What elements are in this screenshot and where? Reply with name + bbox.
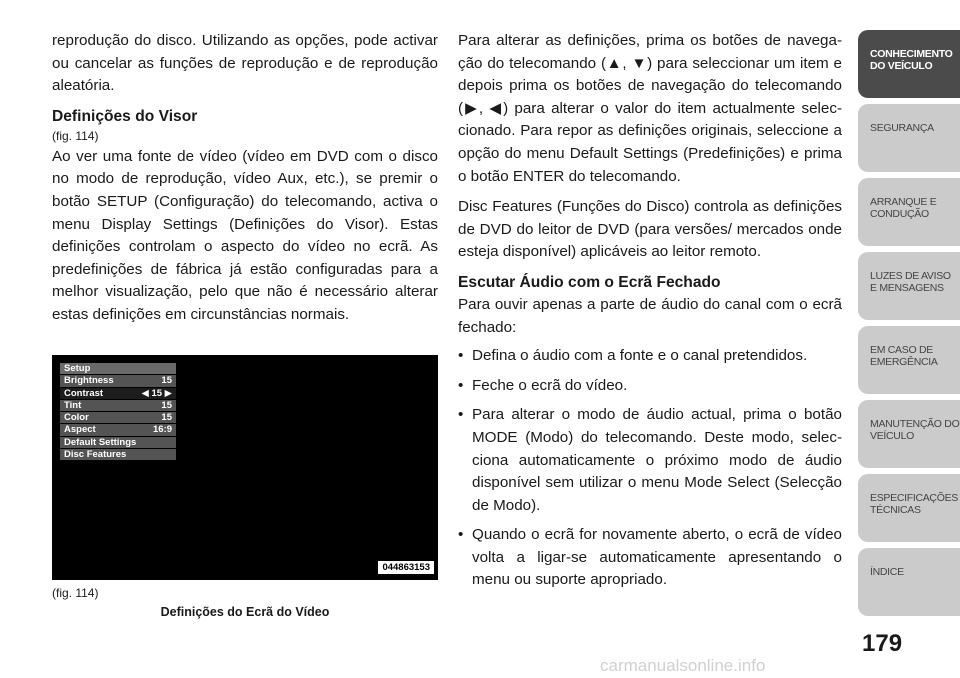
menu-row-color: Color 15 bbox=[60, 412, 176, 424]
list-item: • Defina o áudio com a fonte e o canal pretendidos. bbox=[458, 345, 842, 368]
figure-code: 044863153 bbox=[378, 561, 434, 574]
navigation-paragraph: Para alterar as definições, prima os botões de navegação do telecomando (▲, ▼) para seleccionar um item e depois prima os botões de navegação do telecomando (▶, ◀) para alterar o valor do item actualmente seleccionado. Para repor as definições originais, seleccione a opção do menu Default Settings (Predefinições) e prima o botão ENTER do telecomando. bbox=[458, 32, 842, 185]
figure-reference: (fig. 114) bbox=[52, 128, 99, 143]
intro-paragraph: reprodução do disco. Utilizando as opções, pode activar ou cancelar as funções de reprodução e de reprodução aleatória. bbox=[52, 32, 438, 95]
audio-steps-list bbox=[458, 345, 842, 592]
audio-intro-paragraph: Para ouvir apenas a parte de áudio do canal com o ecrã fechado: bbox=[458, 295, 842, 336]
tab-manutencao[interactable]: MANUTENÇÃO DO VEÍCULO bbox=[858, 400, 960, 468]
tab-indice[interactable]: ÍNDICE bbox=[858, 548, 960, 616]
tab-em-caso-de-emergencia[interactable]: EM CASO DE EMERGÊNCIA bbox=[858, 326, 960, 394]
left-column bbox=[52, 30, 438, 335]
setup-menu bbox=[60, 363, 176, 461]
menu-row-aspect: Aspect 16:9 bbox=[60, 424, 176, 436]
menu-title: Setup bbox=[60, 363, 176, 375]
figure-label: (fig. 114) bbox=[52, 586, 99, 600]
section-heading-audio: Escutar Áudio com o Ecrã Fechado bbox=[458, 273, 721, 291]
menu-row-tint: Tint 15 bbox=[60, 400, 176, 412]
list-item: • Feche o ecrã do vídeo. bbox=[458, 375, 842, 398]
tab-arranque-e-conducao[interactable]: ARRANQUE E CONDUÇÃO bbox=[858, 178, 960, 246]
tab-conhecimento-do-veiculo[interactable]: CONHECIMENTO DO VEÍCULO bbox=[858, 30, 960, 98]
page-number: 179 bbox=[862, 630, 903, 657]
list-item: • Para alterar o modo de áudio actual, prima o botão MODE (Modo) do telecomando. Deste modo, selecciona automaticamente o próximo modo de áudio disponível sem utilizar o menu Mode Select (Selecção de Modo). bbox=[458, 404, 842, 517]
watermark: carmanualsonline.info bbox=[600, 656, 766, 675]
tab-seguranca[interactable]: SEGURANÇA bbox=[858, 104, 960, 172]
menu-row-default-settings: Default Settings bbox=[60, 437, 176, 449]
menu-row-disc-features: Disc Features bbox=[60, 449, 176, 461]
disc-features-paragraph: Disc Features (Funções do Disco) controla as definições de DVD do leitor de DVD (para versões/ mercados onde esteja disponível) aplicáveis ao leitor remoto. bbox=[458, 198, 842, 261]
list-item: • Quando o ecrã for novamente aberto, o ecrã de vídeo volta a ligar-se automaticamente apresentando o menu ou suporte apropriado. bbox=[458, 524, 842, 592]
tab-especificacoes[interactable]: ESPECIFICAÇÕES TÉCNICAS bbox=[858, 474, 960, 542]
figure-caption: Definições do Ecrã do Vídeo bbox=[160, 605, 330, 619]
tab-luzes-de-aviso[interactable]: LUZES DE AVISO E MENSAGENS bbox=[858, 252, 960, 320]
menu-row-brightness: Brightness 15 bbox=[60, 375, 176, 387]
chapter-tabs bbox=[858, 30, 960, 622]
setup-menu-figure bbox=[52, 355, 438, 580]
section-heading-display: Definições do Visor bbox=[52, 107, 198, 125]
display-settings-paragraph: Ao ver uma fonte de vídeo (vídeo em DVD com o disco no modo de reprodução, vídeo Aux, etc.), se premir o botão SETUP (Configuração) do telecomando, activa o menu Display Settings (Definições do Visor). Estas definições controlam o aspecto do vídeo no ecrã. As predefinições de fábrica já estão configuradas para a melhor visualização, pelo que não é necessário alterar estas definições em circunstâncias normais. bbox=[52, 147, 438, 323]
right-column bbox=[458, 30, 842, 599]
menu-row-contrast: Contrast ◀ 15 ▶ bbox=[60, 388, 176, 400]
